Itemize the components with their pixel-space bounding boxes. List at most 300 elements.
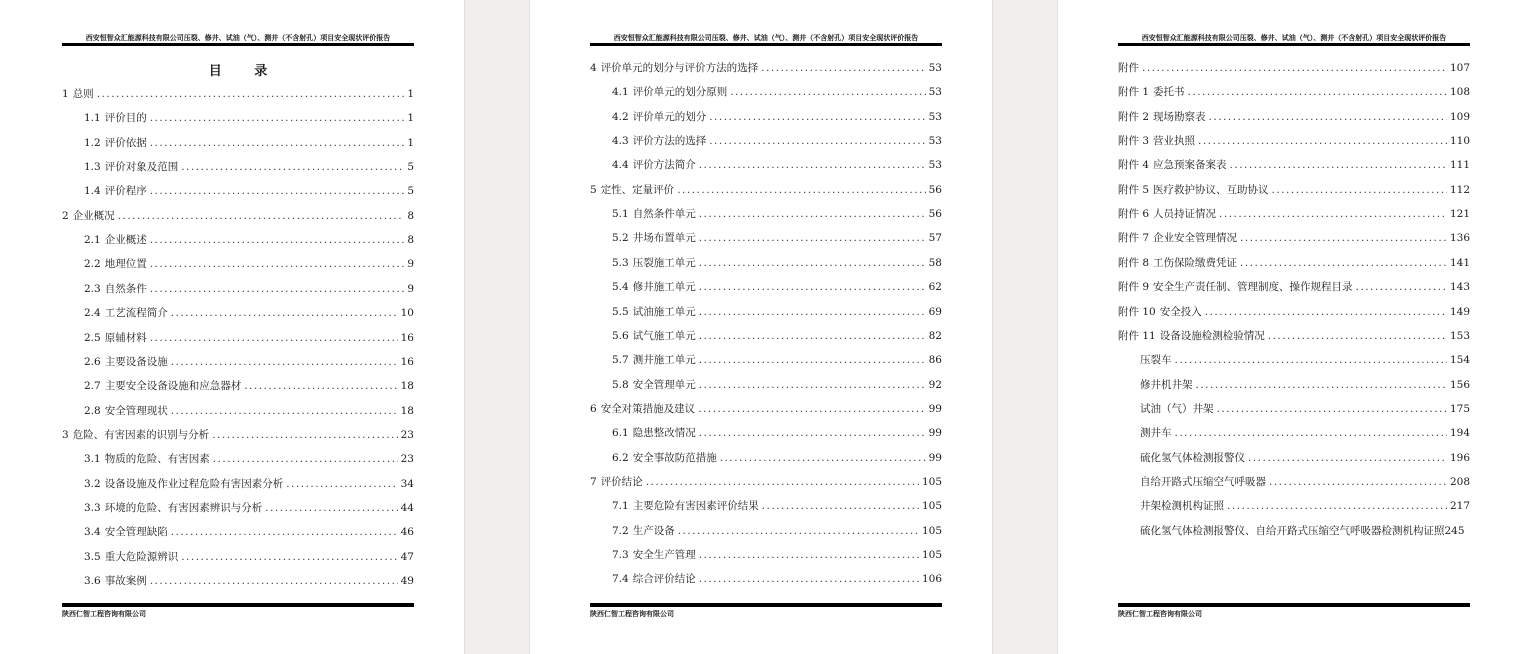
- toc-entry-title: 综合评价结论: [632, 573, 696, 586]
- toc-entry-page: 69: [928, 305, 942, 318]
- dot-leader: [150, 232, 405, 248]
- toc-entry-page: 56: [928, 183, 942, 196]
- toc-entry[interactable]: [612, 279, 942, 295]
- toc-entry[interactable]: [612, 157, 942, 173]
- toc-entry-title: 评价结论: [600, 475, 643, 488]
- toc-entry-page: 108: [1449, 86, 1470, 99]
- toc-entry[interactable]: [1140, 523, 1470, 539]
- footer-rule: [1118, 603, 1470, 607]
- toc-entry-title: 企业概述: [104, 234, 147, 247]
- toc-entry[interactable]: [612, 352, 942, 368]
- toc-entry-page: 49: [400, 575, 414, 587]
- toc-entry[interactable]: [1140, 352, 1470, 368]
- dot-leader: [699, 279, 926, 295]
- toc-entry-title: 试气施工单元: [632, 329, 696, 342]
- page-header: 西安恒智众汇能源科技有限公司压裂、修井、试油（气）、测井（不含射孔）项目安全现状评价报告: [1141, 33, 1447, 42]
- dot-leader: [699, 425, 926, 441]
- dot-leader: [699, 304, 926, 320]
- toc-entry-title: 工伤保险缴费凭证: [1153, 256, 1238, 269]
- toc-entry-page: 1: [407, 136, 414, 149]
- dot-leader: [699, 377, 926, 393]
- toc-entry-page: 8: [407, 234, 414, 247]
- toc-entry-number: 4.2: [612, 110, 629, 123]
- toc-entry-number: 7.1: [612, 500, 629, 513]
- toc-entry-page: 5: [407, 161, 414, 174]
- toc-entry[interactable]: [84, 354, 414, 370]
- page-header: 西安恒智众汇能源科技有限公司压裂、修井、试油（气）、测井（不含射孔）项目安全现状评价报告: [613, 33, 919, 42]
- toc-entry-title: 应急预案备案表: [1153, 159, 1227, 172]
- toc-page-1: [62, 0, 414, 654]
- dot-leader: [213, 451, 398, 467]
- toc-entry-page: 106: [921, 573, 942, 586]
- toc-entry-page: 194: [1449, 427, 1470, 440]
- toc-entry-title: 事故案例: [104, 575, 147, 587]
- toc-entry-title: 安全投入: [1159, 305, 1202, 318]
- dot-leader: [699, 157, 926, 173]
- toc-entry-page: 9: [407, 258, 414, 271]
- toc-entry-number: 2.1: [84, 234, 101, 247]
- toc-entry[interactable]: [612, 230, 942, 246]
- toc-entry[interactable]: [612, 450, 942, 466]
- dot-leader: [761, 60, 925, 76]
- toc-entry[interactable]: [84, 451, 414, 467]
- toc-entry-page: 53: [928, 86, 942, 99]
- toc-entry-number: 4: [590, 62, 597, 74]
- toc-entry-title: 修井机井架: [1140, 378, 1193, 391]
- toc-entry[interactable]: [84, 524, 414, 540]
- toc-entry[interactable]: [84, 183, 414, 199]
- toc-entry-number: 2.4: [84, 307, 101, 320]
- toc-entry-number: 附件 10: [1118, 305, 1156, 318]
- toc-entry-number: 1: [62, 88, 69, 100]
- toc-entry-title: 安全生产责任制、管理制度、操作规程目录: [1153, 281, 1353, 294]
- dot-leader: [1188, 84, 1447, 100]
- toc-entry[interactable]: [62, 208, 414, 224]
- toc-entry-number: 2.5: [84, 331, 101, 344]
- toc-entry[interactable]: [1118, 255, 1470, 271]
- toc-entry-title: 隐患整改情况: [632, 427, 696, 440]
- dot-leader: [730, 84, 925, 100]
- toc-entry-page: 196: [1449, 451, 1470, 464]
- dot-leader: [1198, 133, 1447, 149]
- toc-entry-title: 自然条件: [104, 282, 147, 295]
- toc-entry-title: 地理位置: [104, 258, 147, 271]
- toc-entry[interactable]: [612, 255, 942, 271]
- toc-entry-number: 附件 4: [1118, 159, 1150, 172]
- toc-entry-page: 99: [928, 427, 942, 440]
- toc-entry-number: 5: [590, 183, 597, 196]
- toc-entry-page: 9: [407, 282, 414, 295]
- toc-entry-title: 压裂施工单元: [632, 256, 696, 269]
- dot-leader: [181, 549, 397, 565]
- toc-entry-number: 1.1: [84, 112, 101, 125]
- toc-entry-page: 175: [1449, 402, 1470, 415]
- toc-entry-page: 57: [928, 232, 942, 245]
- toc-entry-page: 245: [1444, 524, 1465, 537]
- toc-entry-number: 3.4: [84, 526, 101, 539]
- dot-leader: [677, 182, 925, 198]
- toc-entry-number: 2.8: [84, 404, 101, 417]
- toc-entry-page: 44: [400, 501, 414, 514]
- toc-entry-title: 测井车: [1140, 427, 1172, 440]
- toc-entry-title: 医疗救护协议、互助协议: [1153, 183, 1269, 196]
- dot-leader: [265, 500, 397, 516]
- toc-entry-page: 105: [921, 524, 942, 537]
- toc-entry-title: 评价程序: [104, 185, 147, 198]
- toc-entry-number: 4.3: [612, 135, 629, 148]
- toc-entry-title: 环境的危险、有害因素辨识与分析: [104, 501, 263, 514]
- toc-entry[interactable]: [590, 401, 942, 417]
- toc-entry-page: 1: [407, 88, 414, 100]
- toc-entry-title: 企业安全管理情况: [1153, 232, 1238, 245]
- toc-entry[interactable]: [84, 403, 414, 419]
- toc-entry[interactable]: [1118, 60, 1470, 76]
- toc-entry-title: 修井施工单元: [632, 281, 696, 294]
- toc-entry[interactable]: [1140, 450, 1470, 466]
- toc-entry-page: 105: [921, 500, 942, 513]
- dot-leader: [1248, 450, 1447, 466]
- toc-entry-number: 7.4: [612, 573, 629, 586]
- toc-entry[interactable]: [1140, 377, 1470, 393]
- toc-entry-page: 8: [407, 209, 414, 222]
- toc-entry-number: 5.3: [612, 256, 629, 269]
- dot-leader: [150, 330, 398, 346]
- toc-entry[interactable]: [62, 86, 414, 102]
- toc-entry[interactable]: [84, 110, 414, 126]
- toc-entry-number: 附件 6: [1118, 208, 1150, 221]
- toc-entry-page: 156: [1449, 378, 1470, 391]
- dot-leader: [1227, 498, 1447, 514]
- dot-leader: [286, 476, 397, 492]
- toc-entry-number: 1.3: [84, 161, 101, 174]
- toc-entry-number: 5.1: [612, 208, 629, 221]
- toc-entry[interactable]: [1118, 133, 1470, 149]
- dot-leader: [1142, 60, 1447, 76]
- dot-leader: [1196, 377, 1447, 393]
- toc-entry-page: 107: [1449, 62, 1470, 74]
- dot-leader: [699, 352, 926, 368]
- dot-leader: [1240, 255, 1447, 271]
- dot-leader: [720, 450, 926, 466]
- toc-entry-page: 136: [1449, 232, 1470, 245]
- toc-entry-title: 营业执照: [1153, 135, 1196, 148]
- toc-entry[interactable]: [84, 232, 414, 248]
- dot-leader: [171, 354, 398, 370]
- toc-entry-title: 评价目的: [104, 112, 147, 125]
- page-gap-2: [992, 0, 1058, 654]
- toc-entry-title: 人员持证情况: [1153, 208, 1217, 221]
- toc-entry-title: 试油施工单元: [632, 305, 696, 318]
- toc-entry-page: 154: [1449, 354, 1470, 367]
- toc-entry-number: 3.5: [84, 550, 101, 563]
- header-rule: [62, 43, 414, 46]
- toc-entry-number: 2.3: [84, 282, 101, 295]
- toc-entry-number: 5.8: [612, 378, 629, 391]
- toc-entry-title: 测井施工单元: [632, 354, 696, 367]
- toc-entry[interactable]: [84, 330, 414, 346]
- toc-entry-page: 217: [1449, 500, 1470, 513]
- dot-leader: [699, 255, 926, 271]
- toc-entry-number: 3.3: [84, 501, 101, 514]
- toc-entry[interactable]: [612, 547, 942, 563]
- dot-leader: [699, 230, 926, 246]
- toc-entry[interactable]: [84, 159, 414, 175]
- toc-entry[interactable]: [84, 256, 414, 272]
- toc-entry-title: 安全事故防范措施: [632, 451, 717, 464]
- toc-entry-page: 149: [1449, 305, 1470, 318]
- page-header: 西安恒智众汇能源科技有限公司压裂、修井、试油（气）、测井（不含射孔）项目安全现状评价报告: [85, 33, 391, 42]
- toc-entry-number: 1.4: [84, 185, 101, 198]
- toc-entry-page: 99: [928, 402, 942, 415]
- toc-entry-page: 34: [400, 477, 414, 490]
- toc-entry[interactable]: [1140, 474, 1470, 490]
- toc-entry-title: 井场布置单元: [632, 232, 696, 245]
- toc-entry-title: 硫化氢气体检测报警仪: [1140, 451, 1245, 464]
- toc-entry[interactable]: [612, 523, 942, 539]
- toc-entry-number: 附件 1: [1118, 86, 1150, 99]
- dot-leader: [699, 328, 926, 344]
- dot-leader: [1268, 328, 1447, 344]
- toc-entry[interactable]: [84, 549, 414, 565]
- toc-entry[interactable]: [84, 573, 414, 589]
- dot-leader: [171, 524, 398, 540]
- toc-entry[interactable]: [612, 377, 942, 393]
- toc-entry-number: 5.5: [612, 305, 629, 318]
- dot-leader: [118, 208, 405, 224]
- toc-entry[interactable]: [84, 476, 414, 492]
- dot-leader: [709, 109, 925, 125]
- toc-entry-page: 110: [1449, 135, 1470, 148]
- toc-entry[interactable]: [612, 571, 942, 587]
- toc-entry-page: 99: [928, 451, 942, 464]
- toc-entry[interactable]: [612, 304, 942, 320]
- toc-entry[interactable]: [84, 378, 414, 394]
- toc-entry-page: 112: [1449, 183, 1470, 196]
- toc-entry-title: 压裂车: [1140, 354, 1172, 367]
- toc-entry-number: 5.2: [612, 232, 629, 245]
- dot-leader: [1175, 425, 1447, 441]
- toc-entry[interactable]: [1118, 109, 1470, 125]
- toc-entry-title: 原辅材料: [104, 331, 147, 344]
- dot-leader: [699, 206, 926, 222]
- toc-entry-title: 评价单元的划分与评价方法的选择: [600, 62, 759, 74]
- toc-entry-number: 2.2: [84, 258, 101, 271]
- toc-entry-page: 141: [1449, 256, 1470, 269]
- dot-leader: [678, 523, 919, 539]
- toc-entry-title: 井架检测机构证照: [1140, 500, 1224, 513]
- toc-entry-page: 16: [400, 331, 414, 344]
- dot-leader: [1175, 352, 1447, 368]
- toc-entry-title: 总则: [72, 88, 94, 100]
- toc-entry-number: 7.3: [612, 549, 629, 561]
- toc-entry-number: 2.6: [84, 355, 101, 368]
- toc-entry-page: 53: [928, 62, 942, 74]
- toc-entry[interactable]: [1118, 230, 1470, 246]
- toc-entry-number: 4.4: [612, 159, 629, 172]
- toc-entry-page: 56: [928, 208, 942, 221]
- dot-leader: [709, 133, 925, 149]
- dot-leader: [1219, 206, 1447, 222]
- toc-entry-title: 评价方法简介: [632, 159, 696, 172]
- toc-entry-page: 121: [1449, 208, 1470, 221]
- toc-entry-title: 安全生产管理: [632, 549, 696, 561]
- dot-leader: [150, 256, 405, 272]
- toc-entry-page: 58: [928, 256, 942, 269]
- toc-entry-page: 53: [928, 135, 942, 148]
- dot-leader: [1240, 230, 1447, 246]
- toc-entry[interactable]: [1140, 401, 1470, 417]
- toc-entry-number: 7.2: [612, 524, 629, 537]
- toc-entry-number: 5.6: [612, 329, 629, 342]
- toc-entry-page: 86: [928, 354, 942, 367]
- dot-leader: [1217, 401, 1447, 417]
- toc-entry-page: 111: [1449, 159, 1470, 172]
- toc-entry-number: 4.1: [612, 86, 629, 99]
- toc-entry-page: 105: [921, 549, 942, 561]
- dot-leader: [150, 573, 398, 589]
- dot-leader: [150, 135, 405, 151]
- toc-entry-page: 47: [400, 550, 414, 563]
- toc-entry-title: 安全对策措施及建议: [600, 402, 696, 415]
- toc-entry-title: 评价单元的划分原则: [632, 86, 728, 99]
- footer-rule: [62, 603, 414, 607]
- dot-leader: [244, 378, 397, 394]
- toc-entry-page: 23: [400, 428, 414, 441]
- toc-entry-number: 6.2: [612, 451, 629, 464]
- toc-entry[interactable]: [62, 427, 414, 443]
- toc-entry-title: 安全管理单元: [632, 378, 696, 391]
- toc-entry-number: 附件 8: [1118, 256, 1150, 269]
- toc-entry-number: 6: [590, 402, 597, 415]
- toc-entry-title: 评价对象及范围: [104, 161, 179, 174]
- toc-entry-title: 危险、有害因素的识别与分析: [72, 428, 210, 441]
- header-rule: [590, 43, 942, 46]
- toc-entry-title: 主要危险有害因素评价结果: [632, 500, 759, 513]
- toc-entry-title: 企业概况: [72, 209, 115, 222]
- toc-entry-number: 3.2: [84, 477, 101, 490]
- toc-entry-title: 设备设施检测检验情况: [1159, 329, 1265, 342]
- dot-leader: [150, 281, 405, 297]
- toc-entry-number: 附件 9: [1118, 281, 1150, 294]
- dot-leader: [171, 305, 398, 321]
- toc-entry-number: 3.6: [84, 575, 101, 587]
- toc-entry-number: 3: [62, 428, 69, 441]
- toc-entry-number: 附件 7: [1118, 232, 1150, 245]
- toc-entry[interactable]: [612, 206, 942, 222]
- toc-entry-title: 物质的危险、有害因素: [104, 453, 210, 466]
- toc-entry[interactable]: [590, 474, 942, 490]
- toc-entry-title: 评价依据: [104, 136, 147, 149]
- dot-leader: [699, 547, 919, 563]
- toc-entry-page: 5: [407, 185, 414, 198]
- toc-entry-title: 评价方法的选择: [632, 135, 707, 148]
- dot-leader: [171, 403, 398, 419]
- toc-entry-title: 自给开路式压缩空气呼吸器: [1140, 475, 1266, 488]
- toc-entry[interactable]: [590, 182, 942, 198]
- toc-entry-title: 委托书: [1153, 86, 1185, 99]
- toc-entry-title: 定性、定量评价: [600, 183, 675, 196]
- toc-entry[interactable]: [1118, 328, 1470, 344]
- toc-entry-number: 2: [62, 209, 69, 222]
- toc-entry-title: 重大危险源辨识: [104, 550, 179, 563]
- toc-entry-number: 1.2: [84, 136, 101, 149]
- toc-entry-page: 1: [407, 112, 414, 125]
- dot-leader: [1272, 182, 1447, 198]
- toc-entry-page: 10: [400, 307, 414, 320]
- dot-leader: [1356, 279, 1447, 295]
- toc-entry-page: 208: [1449, 475, 1470, 488]
- dot-leader: [1269, 474, 1447, 490]
- toc-entry-title: 安全管理现状: [104, 404, 168, 417]
- dot-leader: [1230, 157, 1447, 173]
- dot-leader: [150, 183, 405, 199]
- toc-entry[interactable]: [1118, 304, 1470, 320]
- toc-entry[interactable]: [1118, 182, 1470, 198]
- toc-entry-page: 62: [928, 281, 942, 294]
- toc-entry-number: 2.7: [84, 380, 101, 393]
- toc-entry-page: 46: [400, 526, 414, 539]
- toc-entry-title: 主要设备设施: [104, 355, 168, 368]
- page-gap-1: [464, 0, 530, 654]
- toc-entry[interactable]: [1118, 206, 1470, 222]
- toc-entry-number: 7: [590, 475, 597, 488]
- toc-entry-title: 评价单元的划分: [632, 110, 707, 123]
- toc-page-3: [1118, 0, 1470, 654]
- toc-entry-title: 主要安全设备设施和应急器材: [104, 380, 242, 393]
- toc-entry[interactable]: [84, 281, 414, 297]
- dot-leader: [212, 427, 397, 443]
- toc-entry-page: 109: [1449, 110, 1470, 123]
- toc-entry-title: 生产设备: [632, 524, 675, 537]
- toc-entry-page: 92: [928, 378, 942, 391]
- header-rule: [1118, 43, 1470, 46]
- toc-entry-page: 18: [400, 380, 414, 393]
- toc-entry[interactable]: [612, 84, 942, 100]
- toc-entry[interactable]: [612, 133, 942, 149]
- toc-entry[interactable]: [1118, 84, 1470, 100]
- toc-entry-page: 53: [928, 110, 942, 123]
- dot-leader: [97, 86, 405, 102]
- toc-entry-number: 附件 2: [1118, 110, 1150, 123]
- toc-entry[interactable]: [612, 498, 942, 514]
- toc-entry[interactable]: [612, 425, 942, 441]
- toc-entry-number: 附件 5: [1118, 183, 1150, 196]
- toc-entry[interactable]: [612, 328, 942, 344]
- toc-entry-title: 试油（气）井架: [1140, 402, 1214, 415]
- toc-entry-page: 105: [921, 475, 942, 488]
- toc-entry[interactable]: [612, 109, 942, 125]
- toc-entry[interactable]: [84, 305, 414, 321]
- dot-leader: [646, 474, 919, 490]
- toc-entry[interactable]: [84, 500, 414, 516]
- page-footer: 陕西仁智工程咨询有限公司: [1118, 609, 1202, 618]
- toc-entry[interactable]: [1118, 157, 1470, 173]
- dot-leader: [762, 498, 919, 514]
- toc-entry[interactable]: [84, 135, 414, 151]
- toc-entry-number: 附件 11: [1118, 329, 1156, 342]
- toc-entry[interactable]: [1140, 498, 1470, 514]
- toc-entry[interactable]: [590, 60, 942, 76]
- toc-entry-title: 附件: [1118, 62, 1139, 74]
- toc-entry-title: 工艺流程简介: [104, 307, 168, 320]
- dot-leader: [1205, 304, 1447, 320]
- toc-entry[interactable]: [1118, 279, 1470, 295]
- toc-entry[interactable]: [1140, 425, 1470, 441]
- toc-entry-title: 设备设施及作业过程危险有害因素分析: [104, 477, 284, 490]
- dot-leader: [699, 571, 919, 587]
- toc-entry-title: 安全管理缺陷: [104, 526, 168, 539]
- toc-page-2: [590, 0, 942, 654]
